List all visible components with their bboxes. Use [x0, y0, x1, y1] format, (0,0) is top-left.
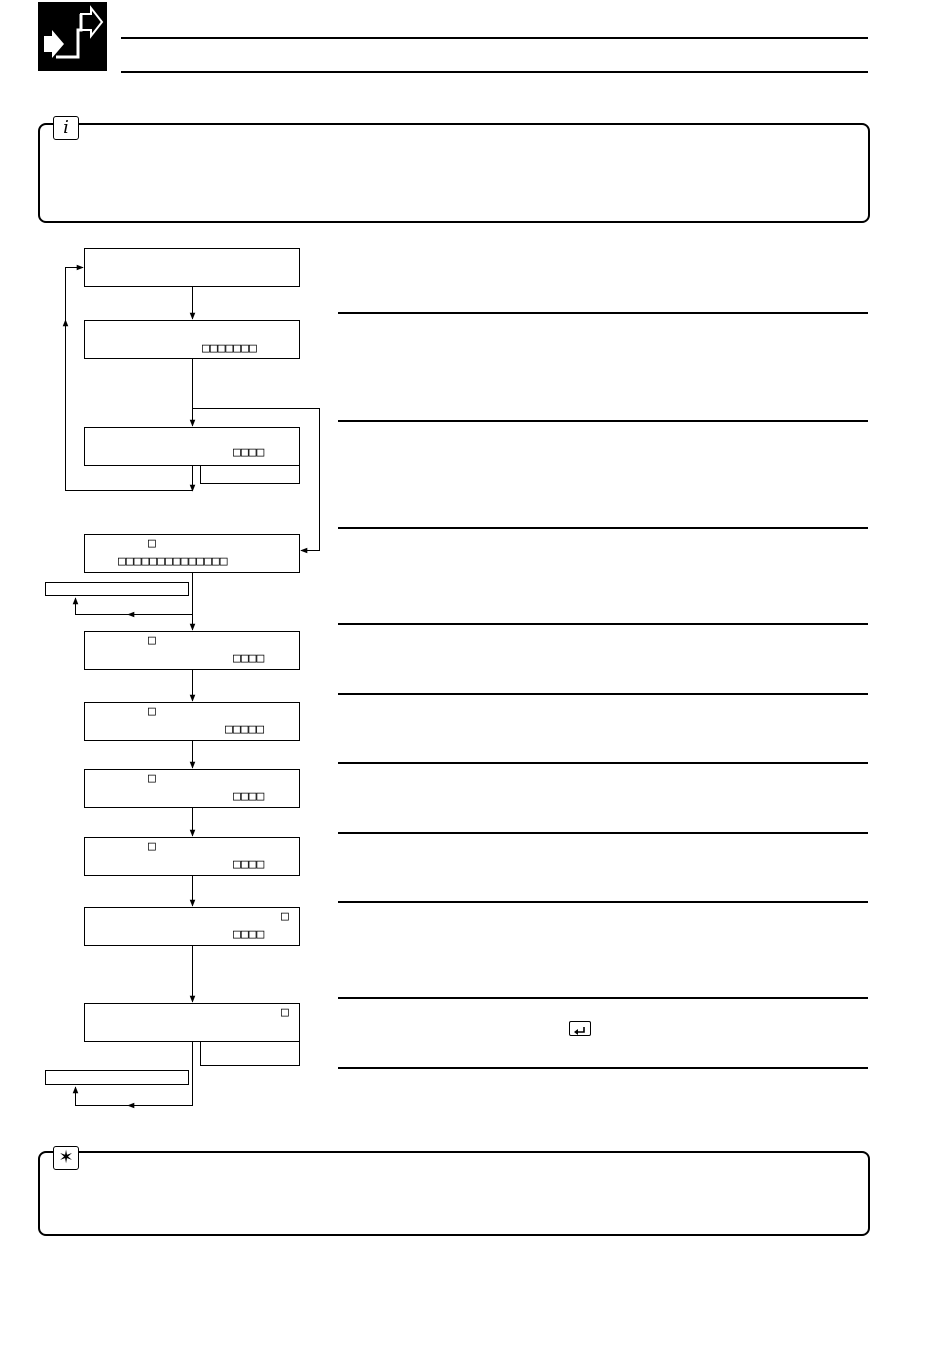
display-10-top-glyph: □ — [281, 1005, 289, 1020]
display-5-top-glyph: □ — [148, 633, 156, 648]
display-box-10-sub — [201, 1042, 300, 1066]
display-box-7 — [85, 770, 300, 808]
display-7-bottom-glyphs: □□□□ — [233, 789, 265, 804]
side-box-2 — [46, 1071, 189, 1085]
display-box-6 — [85, 703, 300, 741]
info-badge-char: i — [63, 117, 69, 138]
display-box-3-sub — [201, 466, 300, 484]
description-separator — [338, 693, 868, 695]
note-panel — [38, 1147, 870, 1236]
display-box-1 — [85, 249, 300, 287]
display-box-5 — [85, 632, 300, 670]
display-box-2 — [85, 321, 300, 359]
description-separator — [338, 527, 868, 529]
display-6-bottom-glyphs: □□□□□ — [225, 722, 265, 737]
display-5-bottom-glyphs: □□□□ — [233, 651, 265, 666]
display-8-bottom-glyphs: □□□□ — [233, 857, 265, 872]
display-4-bottom-glyphs: □□□□□□□□□□□□□□ — [118, 554, 228, 569]
display-box-10 — [85, 1004, 300, 1042]
display-3-glyphs: □□□□ — [233, 445, 265, 460]
display-8-top-glyph: □ — [148, 839, 156, 854]
display-box-9 — [85, 908, 300, 946]
description-separator — [338, 1067, 868, 1069]
display-9-top-glyph: □ — [281, 909, 289, 924]
display-7-top-glyph: □ — [148, 771, 156, 786]
display-9-bottom-glyphs: □□□□ — [233, 927, 265, 942]
display-box-8 — [85, 838, 300, 876]
description-separator — [338, 623, 868, 625]
note-badge-char: ✶ — [58, 1147, 74, 1168]
display-2-glyphs: □□□□□□□ — [202, 341, 257, 356]
description-separator — [338, 312, 868, 314]
side-box-1 — [46, 583, 189, 596]
display-box-3 — [85, 428, 300, 466]
description-separator — [338, 832, 868, 834]
display-4-top-glyph: □ — [148, 536, 156, 551]
description-separator — [338, 420, 868, 422]
return-key-icon — [569, 1021, 591, 1036]
description-separator — [338, 901, 868, 903]
display-6-top-glyph: □ — [148, 704, 156, 719]
description-separator — [338, 762, 868, 764]
description-separator — [338, 997, 868, 999]
asterisk-icon — [53, 1146, 79, 1170]
